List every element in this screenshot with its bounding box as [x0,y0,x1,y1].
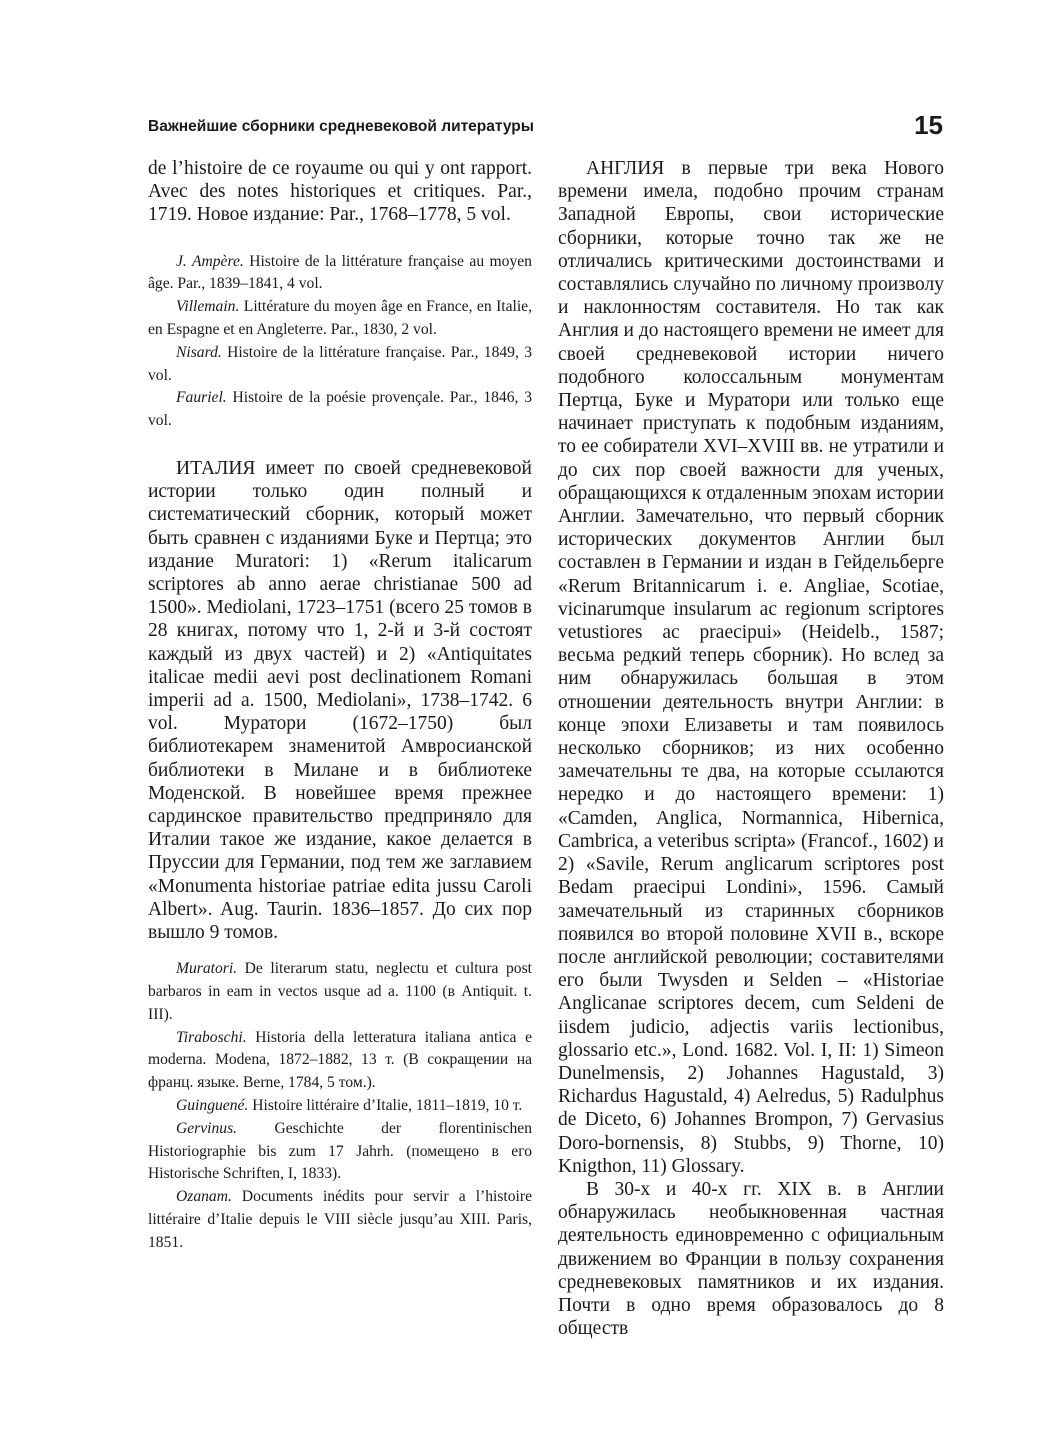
bibliography-text: Histoire de la poésie provençale. Par., 1846, 3 vol. [148,389,532,430]
bibliography-french [148,251,532,433]
bibliography-author: Tiraboschi. [176,1028,247,1046]
paragraph-italy: ИТАЛИЯ имеет по своей средневековой истории только один полный и систематический сборник, который может быть сравнен с изданиями Буке и Пертца; это издание Muratori: 1) «Rerum italicarum scriptores ab anno aerae christianae 500 ad 1500». Mediolani, 1723–1751 (всего 25 томов в 28 книгах, потому что 1, 2-й и 3-й состоят каждый из двух частей) и 2) «Antiquitates italicae medii aevi post declinationem Romani imperii ad a. 1500, Mediolani», 1738–1742. 6 vol. Муратори (1672–1750) был библиотекарем знаменитой Амвросианской библиотеки в Милане и в библиотеке Моденской. В новейшее время прежнее сардинское правительство предприняло для Италии такое же издание, какое делается в Пруссии для Германии, под тем же заглавием «Monumenta historiae patriae edita jussu Caroli Albert». Aug. Taurin. 1836–1857. До сих пор вышло 9 томов. [148,457,532,944]
bibliography-entry [148,342,532,388]
bibliography-text: Histoire de la littérature française au moyen âge. Par., 1839–1841, 4 vol. [148,252,532,293]
bibliography-entry [148,1118,532,1186]
right-column [558,157,944,1340]
paragraph-england: АНГЛИЯ в первые три века Нового времени имела, подобно прочим странам Западной Европы, свои исторические сборники, которые точно так же не отличались критическими достоинствами и составлялись случайно по личному произволу и наклонностям составителя. Но так как Англия и до настоящего времени не имеет для своей средневековой истории ничего подобного колоссальным монументам Пертца, Буке и Муратори или только еще начинает приступать к подобным изданиям, то ее собиратели XVI–XVIII вв. не утратили и до сих пор своей важности для ученых, обращающихся к отдаленным эпохам истории Англии. Замечательно, что первый сборник исторических документов Англии был составлен в Германии и издан в Гейдельберге «Rerum Britannicarum i. e. Angliae, Scotiae, vicinarumque insularum ac regionum scriptores vetustiores ac praecipui» (Heidelb., 1587; весьма редкий теперь сборник). Но вслед за ним обнаружилась большая в этом отношении деятельность внутри Англии: в конце эпохи Елизаветы и там появилось несколько сборников; из них особенно замечательны те два, на которые ссылаются нередко и до настоящего времени: 1) «Camden, Anglica, Normannica, Hibernica, Cambrica, a veteribus scripta» (Francof., 1602) и 2) «Savile, Rerum anglicarum scriptores post Bedam praecipui Londini», 1596. Самый замечательный из старинных сборников появился во второй половине XVII в., вскоре после английской революции; составителями его были Twysden и Selden – «Historiae Anglicanae scriptores decem, cum Seldeni de iisdem judicio, adjectis variis lectionibus, glossario etc.», Lond. 1682. Vol. I, II: 1) Simeon Dunelmensis, 2) Johannes Hagustald, 3) Richardus Hagustald, 4) Aelredus, 5) Radulphus de Diceto, 6) Johannes Brompon, 7) Gervasius Doro-bornensis, 8) Stubbs, 9) Thorne, 10) Knigthon, 11) Glossary. [558,158,944,1177]
page-number: 15 [914,110,943,140]
bibliography-author: J. Ampère. [176,252,244,270]
bibliography-text: Documents inédits pour servir a l’histoire littéraire d’Italie depuis le VIII siècle jusqu’au XIII. Paris, 1851. [148,1188,532,1251]
bibliography-text: Historia della letteratura italiana antica e moderna. Modena, 1872–1882, 13 т. (В сокращении на франц. языке. Berne, 1784, 5 том.). [148,1028,532,1092]
bibliography-text: Geschichte der florentinischen Historiographie bis zum 17 Jahrh. (помещено в его Historische Schriften, I, 1833). [148,1119,532,1183]
bibliography-entry [148,296,532,342]
bibliography-author: Fauriel. [176,389,227,407]
bibliography-entry [148,1027,532,1095]
bibliography-author: Villemain. [176,298,240,316]
bibliography-entry [148,1095,532,1118]
running-title: Важнейшие сборники средневековой литературы [148,118,534,135]
bibliography-entry [148,387,532,433]
paragraph-continuation: de l’histoire de ce royaume ou qui y ont rapport. Avec des notes historiques et critiques. Par., 1719. Новое издание: Par., 1768–1778, 5 vol. [148,158,532,226]
bibliography-text: De literarum statu, neglectu et cultura post barbaros in eam in vectos usque ad a. 1100 (в Antiquit. t. III). [148,960,532,1023]
bibliography-text: Littérature du moyen âge en France, en Italie, en Espagne et en Angleterre. Par., 1830, 2 vol. [148,298,532,338]
bibliography-italian [148,958,532,1254]
bibliography-author: Guinguené. [176,1097,249,1115]
bibliography-author: Nisard. [176,343,222,361]
bibliography-text: Histoire littéraire d’Italie, 1811–1819, 10 т. [248,1097,523,1115]
bibliography-author: Ozanam. [176,1188,232,1206]
bibliography-entry [148,958,532,1026]
bibliography-entry [148,1186,532,1254]
bibliography-author: Muratori. [176,960,238,978]
bibliography-entry [148,251,532,297]
left-column [148,157,532,1255]
paragraph-1830s: В 30-х и 40-х гг. XIX в. в Англии обнаружилась необыкновенная частная деятельность единовременно с официальным движением во Франции в пользу сохранения средневековых памятников и их издания. Почти в одно время образовалось до 8 обществ [558,1178,944,1340]
bibliography-text: Histoire de la littérature française. Par., 1849, 3 vol. [148,343,532,384]
bibliography-author: Gervinus. [176,1119,238,1137]
page-header [148,112,943,142]
